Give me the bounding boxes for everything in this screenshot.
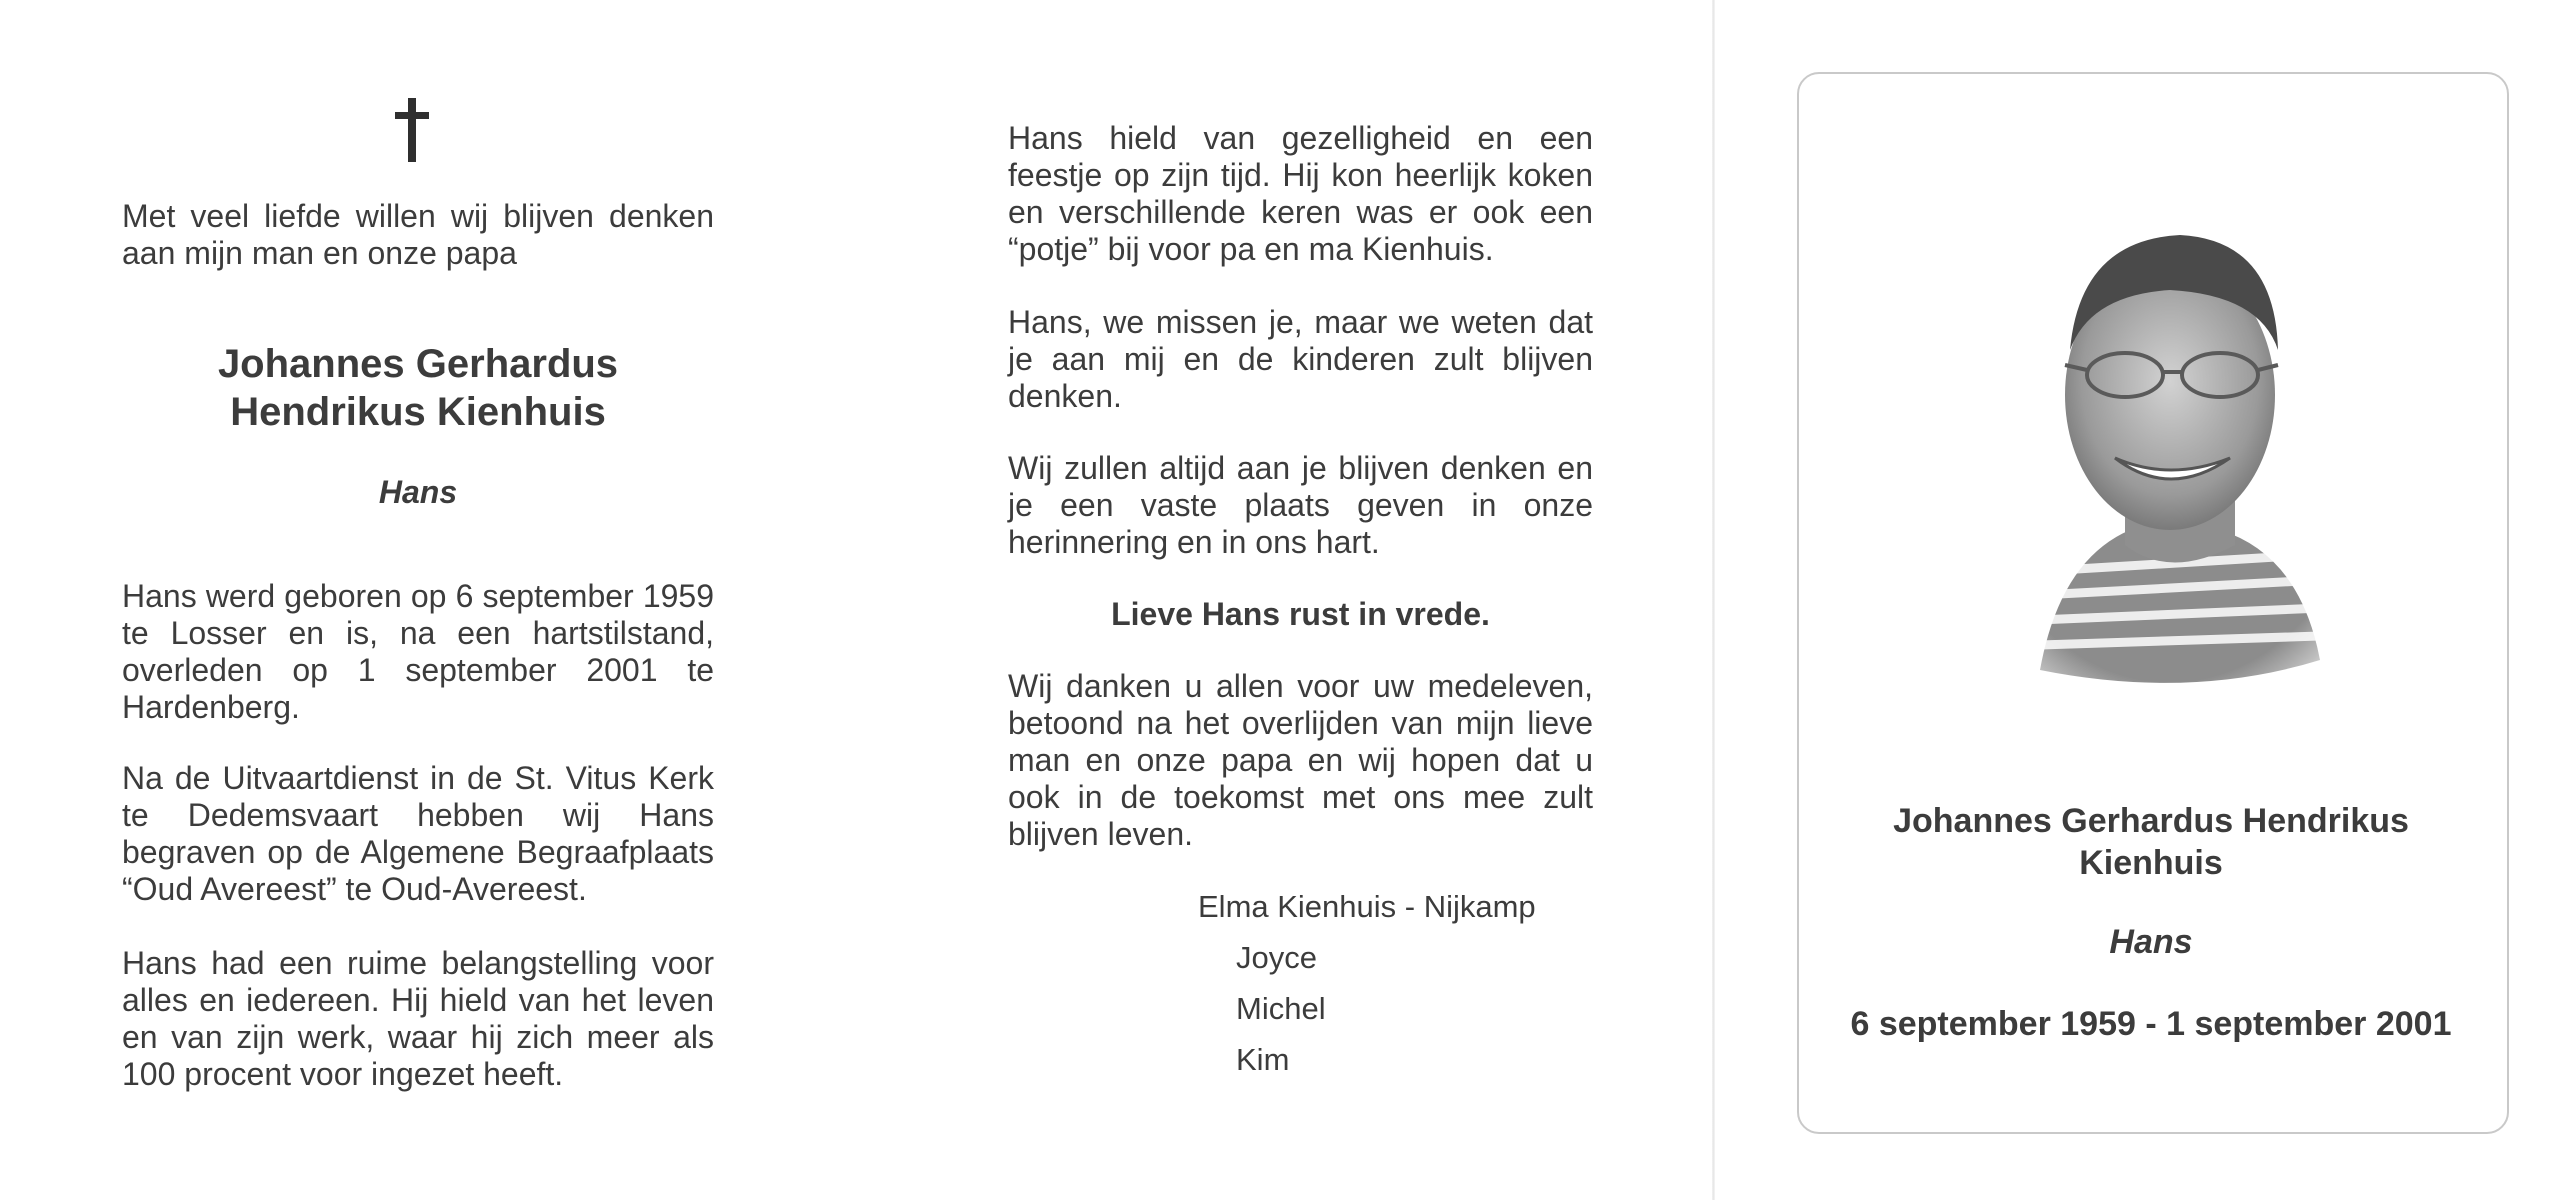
hobbies-paragraph: Hans hield van gezelligheid en een feestje op zijn tijd. Hij kon heerlijk koken en verschillende keren was er ook een “potje” bij voor pa en ma Kienhuis. — [1008, 120, 1593, 267]
signature-mother: Elma Kienhuis - Nijkamp — [1198, 889, 1536, 924]
interests-paragraph: Hans had een ruime belangstelling voor alles en iedereen. Hij hield van het leven en van zijn werk, waar hij zich meer als 100 procent voor ingezet heeft. — [122, 945, 714, 1092]
card-nickname: Hans — [2109, 923, 2193, 961]
middle-panel — [860, 0, 1720, 1200]
birth-death-paragraph: Hans werd geboren op 6 september 1959 te Losser en is, na een hartstilstand, overleden op 1 september 2001 te Hardenberg. — [122, 578, 714, 725]
left-panel — [0, 0, 860, 1200]
card-name-line-1: Johannes Gerhardus Hendrikus — [1893, 802, 2409, 840]
cross-icon — [395, 98, 429, 162]
remembrance-paragraph: Wij zullen altijd aan je blijven denken en je een vaste plaats geven in onze herinnering en in ons hart. — [1008, 450, 1593, 560]
card-name — [1797, 800, 2505, 884]
missing-paragraph: Hans, we missen je, maar we weten dat je aan mij en de kinderen zult blijven denken. — [1008, 304, 1593, 414]
signature-child-1: Joyce — [1236, 940, 1317, 975]
deceased-name — [122, 340, 714, 436]
card-dates: 6 september 1959 - 1 september 2001 — [1850, 1005, 2452, 1043]
signature-child-2: Michel — [1236, 991, 1326, 1026]
thanks-paragraph: Wij danken u allen voor uw medeleven, betoond na het overlijden van mijn lieve man en onze papa en wij hopen dat u ook in de toekomst met ons mee zult blijven leven. — [1008, 668, 1593, 852]
nickname: Hans — [378, 474, 458, 510]
card-name-line-2: Kienhuis — [2079, 844, 2223, 882]
portrait-photo — [2020, 200, 2330, 700]
signature-child-3: Kim — [1236, 1042, 1290, 1077]
funeral-paragraph: Na de Uitvaartdienst in de St. Vitus Kerk te Dedemsvaart hebben wij Hans begraven op de Algemene Begraafplaats “Oud Avereest” te Oud-Avereest. — [122, 760, 714, 907]
name-line-1: Johannes Gerhardus — [217, 342, 619, 386]
rest-in-peace: Lieve Hans rust in vrede. — [1111, 596, 1490, 632]
name-line-2: Hendrikus Kienhuis — [230, 390, 606, 434]
intro-text: Met veel liefde willen wij blijven denken aan mijn man en onze papa — [122, 198, 714, 271]
